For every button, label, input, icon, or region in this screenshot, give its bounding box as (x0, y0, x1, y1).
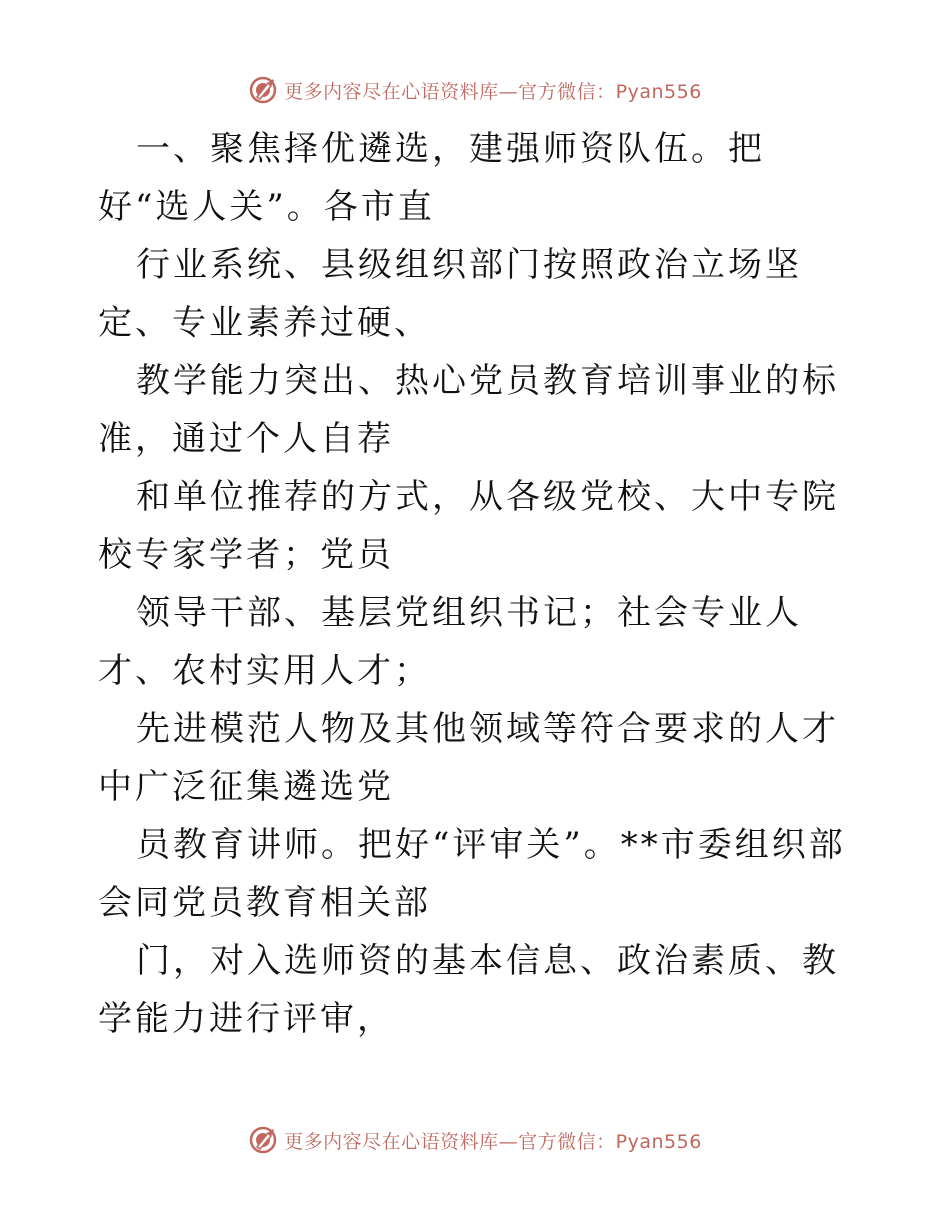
paragraph: 教学能力突出、热心党员教育培训事业的标准，通过个人自荐 (98, 361, 839, 459)
watermark-text: 更多内容尽在心语资料库—官方微信：Pyan556 (284, 80, 702, 103)
paragraph: 和单位推荐的方式，从各级党校、大中专院校专家学者；党员 (98, 477, 839, 575)
paragraph: 门，对入选师资的基本信息、政治素质、教学能力进行评审， (98, 941, 839, 1039)
document-body (98, 120, 858, 1048)
pen-nib-logo-icon (248, 75, 278, 105)
header-watermark (0, 70, 950, 110)
paragraph: 先进模范人物及其他领域等符合要求的人才中广泛征集遴选党 (98, 709, 839, 807)
pen-nib-logo-icon (248, 1125, 278, 1155)
paragraph: 一、聚焦择优遴选，建强师资队伍。把好“选人关”。各市直 (98, 129, 765, 227)
watermark-text: 更多内容尽在心语资料库—官方微信：Pyan556 (284, 1130, 702, 1153)
paragraph: 领导干部、基层党组织书记；社会专业人才、农村实用人才； (98, 593, 802, 691)
paragraph: 员教育讲师。把好“评审关”。**市委组织部会同党员教育相关部 (98, 825, 846, 923)
paragraph: 行业系统、县级组织部门按照政治立场坚定、专业素养过硬、 (98, 245, 802, 343)
footer-watermark (0, 1120, 950, 1160)
